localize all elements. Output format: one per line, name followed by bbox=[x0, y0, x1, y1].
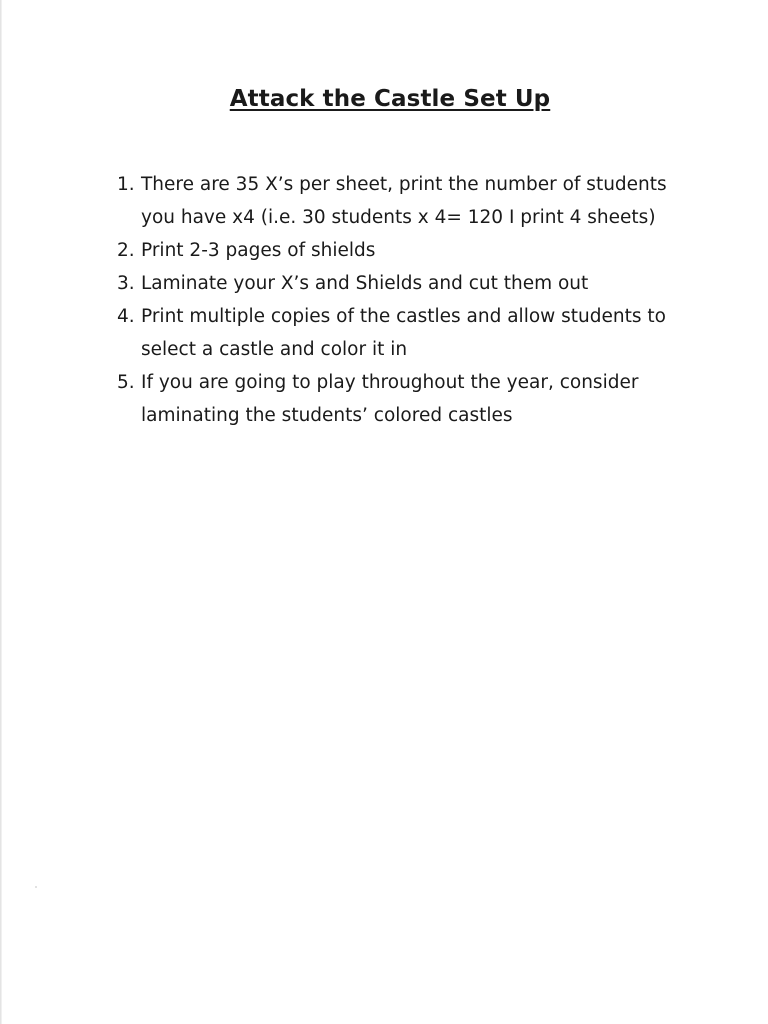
step-number: 2. bbox=[117, 240, 135, 261]
document-title: Attack the Castle Set Up bbox=[229, 86, 551, 112]
step-number: 4. bbox=[117, 306, 135, 327]
step-text bbox=[141, 234, 717, 267]
step-4 bbox=[117, 300, 717, 366]
step-2 bbox=[117, 234, 717, 267]
setup-steps-list bbox=[117, 168, 717, 432]
step-text bbox=[141, 366, 717, 432]
scan-edge bbox=[0, 0, 2, 1024]
step-line: There are 35 X’s per sheet, print the number of students bbox=[141, 174, 667, 195]
step-line: Print 2-3 pages of shields bbox=[141, 240, 376, 261]
step-line: Print multiple copies of the castles and allow students to bbox=[141, 306, 666, 327]
step-text bbox=[141, 300, 717, 366]
step-line: you have x4 (i.e. 30 students x 4= 120 I print 4 sheets) bbox=[141, 207, 656, 228]
step-number: 3. bbox=[117, 273, 135, 294]
step-3 bbox=[117, 267, 717, 300]
step-line: If you are going to play throughout the year, consider bbox=[141, 372, 639, 393]
step-number: 1. bbox=[117, 174, 135, 195]
step-text bbox=[141, 267, 717, 300]
scan-speck bbox=[35, 886, 37, 888]
step-number: 5. bbox=[117, 372, 135, 393]
step-line: select a castle and color it in bbox=[141, 339, 408, 360]
step-text bbox=[141, 168, 717, 234]
step-1 bbox=[117, 168, 717, 234]
step-line: Laminate your X’s and Shields and cut them out bbox=[141, 273, 589, 294]
step-line: laminating the students’ colored castles bbox=[141, 405, 513, 426]
step-5 bbox=[117, 366, 717, 432]
